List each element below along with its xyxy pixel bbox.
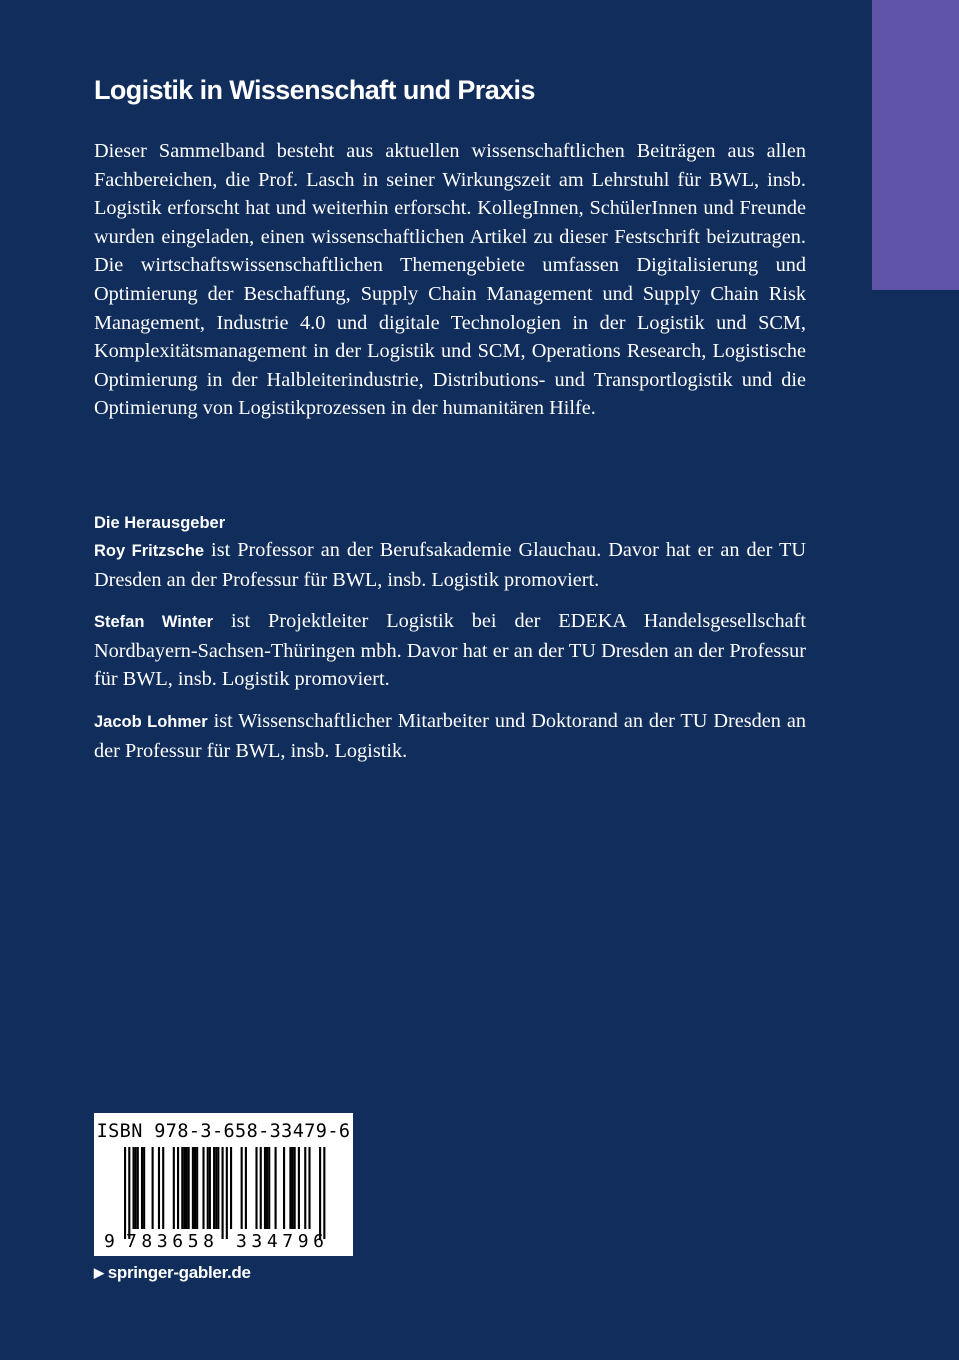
barcode-bar [294, 1147, 296, 1229]
barcode-bar [266, 1147, 268, 1229]
editor-name: Roy Fritzsche [94, 542, 205, 560]
publisher-link[interactable] [94, 1261, 251, 1286]
barcode-bar [245, 1147, 247, 1229]
barcode-bar [230, 1147, 232, 1229]
editor-bio [94, 536, 806, 594]
editor-bio-text: ist Wissenschaftlicher Mitarbeiter und Doktorand an der TU Dresden an der Professur für BWL, insb. Logistik. [94, 710, 806, 762]
barcode-digits-left: 783658 [126, 1231, 219, 1252]
barcode-bar [226, 1147, 228, 1239]
barcode-bar [141, 1147, 143, 1229]
barcode-bar [213, 1147, 215, 1229]
barcode-bar [264, 1147, 266, 1229]
barcode-bar [152, 1147, 154, 1229]
barcode-bar [194, 1147, 196, 1229]
barcode-bar [183, 1147, 185, 1229]
barcode-bar [202, 1147, 204, 1229]
barcode-bar [319, 1147, 321, 1239]
barcode-bar [124, 1147, 126, 1239]
isbn-label: ISBN 978-3-658-33479-6 [96, 1121, 351, 1142]
editor-name: Stefan Winter [94, 613, 214, 631]
barcode-bar [304, 1147, 306, 1229]
page-title: Logistik in Wissenschaft und Praxis [94, 75, 535, 105]
barcode-bar [181, 1147, 183, 1229]
barcode-bar [143, 1147, 145, 1229]
barcode-bar [128, 1147, 130, 1239]
barcode-bar [158, 1147, 160, 1229]
barcode-bar [268, 1147, 270, 1229]
barcode-bar [162, 1147, 164, 1229]
accent-strip [872, 0, 959, 290]
play-arrow-icon: ▶ [94, 1265, 104, 1280]
editor-bio [94, 607, 806, 694]
editors-heading: Die Herausgeber [94, 514, 226, 532]
barcode-bar [135, 1147, 137, 1229]
barcode-bar [207, 1147, 209, 1229]
barcode-bar [289, 1147, 291, 1229]
editor-bio [94, 707, 806, 765]
isbn-barcode [94, 1113, 353, 1256]
editor-bio-text: ist Professor an der Berufsakademie Glauchau. Davor hat er an der TU Dresden an der Professur für BWL, insb. Logistik promoviert. [94, 539, 806, 591]
barcode-bar [177, 1147, 179, 1229]
barcode-bar [209, 1147, 211, 1229]
barcode-bar [185, 1147, 187, 1229]
barcode-bar [173, 1147, 175, 1229]
editor-name: Jacob Lohmer [94, 713, 208, 731]
barcode-bar [215, 1147, 217, 1229]
barcode-bar [137, 1147, 139, 1229]
barcode-bar [283, 1147, 285, 1229]
barcode-digits-right: 334796 [236, 1231, 329, 1252]
barcode-bar [217, 1147, 219, 1229]
barcode-bar [275, 1147, 277, 1229]
barcode-bar [188, 1147, 190, 1229]
barcode-bar [260, 1147, 262, 1229]
publisher-url: springer-gabler.de [107, 1263, 251, 1282]
barcode-bar [196, 1147, 198, 1229]
barcode-bar [132, 1147, 134, 1229]
barcode-bar [222, 1147, 224, 1239]
barcode-bar [255, 1147, 257, 1229]
barcode-digit-first: 9 [104, 1231, 115, 1252]
book-description: Dieser Sammelband besteht aus aktuellen wissenschaftlichen Beiträgen aus allen Fachbereichen, die Prof. Lasch in seiner Wirkungszeit am Lehrstuhl für BWL, insb. Logistik erforscht hat und weiterhin erforscht. KollegInnen, SchülerInnen und Freunde wurden eingeladen, einen wissenschaftlichen Artikel zu dieser Festschrift beizutragen. Die wirtschaftswissenschaftlichen Themengebiete umfassen Digitalisierung und Optimierung der Beschaffung, Supply Chain Management und Supply Chain Risk Management, Industrie 4.0 und digitale Technologien in der Logistik und SCM, Komplexitätsmanagement in der Logistik und SCM, Operations Research, Logistische Optimierung in der Halbleiterindustrie, Distributions- und Transportlogistik und die Optimierung von Logistikprozessen in der humanitären Hilfe. [94, 140, 806, 420]
barcode-bar [291, 1147, 293, 1229]
barcode-bar [308, 1147, 310, 1229]
barcode-bar [192, 1147, 194, 1229]
barcode-bar [298, 1147, 300, 1229]
editor-bio-text: ist Projektleiter Logistik bei der EDEKA Handelsgesellschaft Nordbayern-Sachsen-Thüringen mbh. Davor hat er an der TU Dresden an der Professur für BWL, insb. Logistik promoviert. [94, 610, 806, 691]
barcode-bar [323, 1147, 325, 1239]
barcode-bar [241, 1147, 243, 1229]
